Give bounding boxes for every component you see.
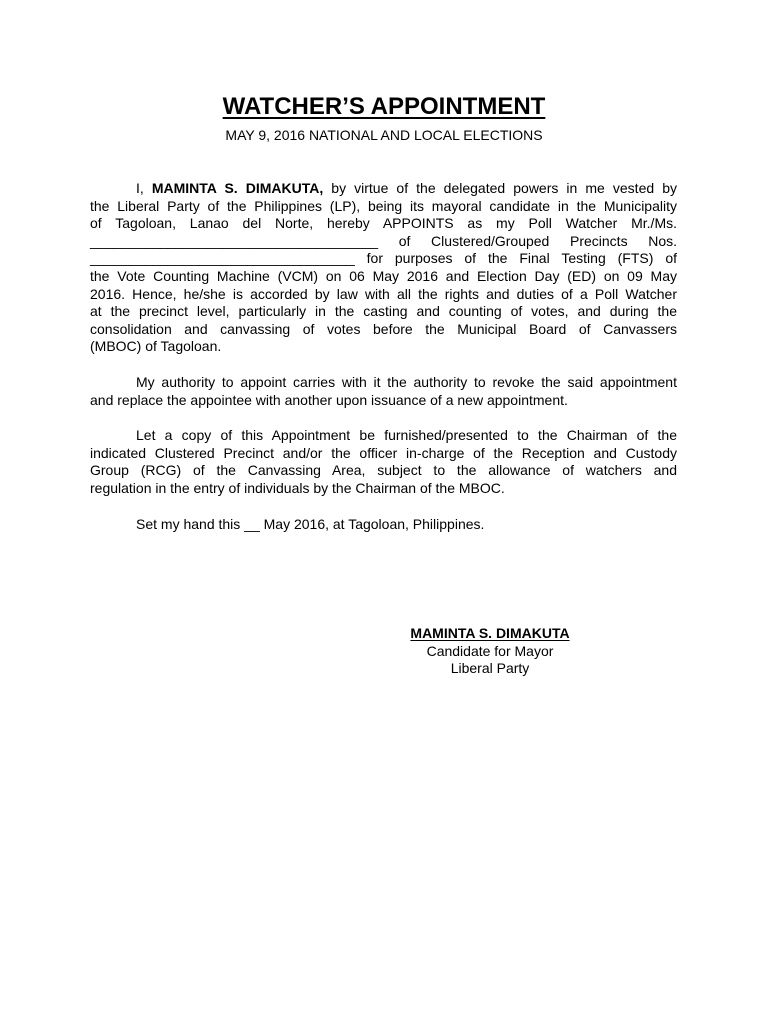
signatory-party: Liberal Party: [450, 660, 530, 677]
watcher-name-blank-line: _____________________________________ of Clustered/Grouped Precincts Nos.: [90, 232, 677, 249]
signatory-position: Candidate for Mayor: [426, 642, 554, 659]
set-hand-paragraph: [90, 516, 677, 534]
text-line-rest: by virtue of the delegated powers in me vested by: [323, 180, 677, 196]
text-line: indicated Clustered Precinct and/or the officer in-charge of the Reception and Custody: [90, 444, 677, 461]
text-line: Set my hand this __ May 2016, at Tagoloan, Philippines.: [136, 515, 485, 532]
signature-block: [320, 625, 660, 678]
text-line: (MBOC) of Tagoloan.: [90, 338, 222, 355]
authority-paragraph: [90, 374, 677, 409]
document-subtitle: MAY 9, 2016 NATIONAL AND LOCAL ELECTIONS: [225, 127, 543, 143]
text-line: Group (RCG) of the Canvassing Area, subject to the allowance of watchers and: [90, 462, 677, 479]
text-line: of Tagoloan, Lanao del Norte, hereby APPOINTS as my Poll Watcher Mr./Ms.: [90, 215, 677, 232]
document-title: WATCHER’S APPOINTMENT: [222, 93, 546, 120]
text-line: [90, 180, 677, 198]
signatory-name: MAMINTA S. DIMAKUTA: [410, 625, 570, 641]
candidate-name-inline: MAMINTA S. DIMAKUTA,: [151, 180, 324, 196]
text-line: the Vote Counting Machine (VCM) on 06 May 2016 and Election Day (ED) on 09 May: [90, 267, 677, 284]
text-line: My authority to appoint carries with it the authority to revoke the said appointment: [136, 373, 677, 390]
copy-furnished-paragraph: [90, 427, 677, 497]
precinct-number-blank-line: __________________________________ for purposes of the Final Testing (FTS) of: [90, 250, 677, 267]
text-line: regulation in the entry of individuals by the Chairman of the MBOC.: [90, 479, 505, 496]
appointment-paragraph: [90, 180, 677, 356]
document-body: [90, 180, 677, 533]
text-line-lead: I,: [136, 180, 152, 196]
text-line: at the precinct level, particularly in the casting and counting of votes, and during the: [90, 303, 677, 320]
text-line: Let a copy of this Appointment be furnished/presented to the Chairman of the: [136, 427, 677, 444]
text-line: and replace the appointee with another upon issuance of a new appointment.: [90, 391, 568, 408]
text-line: 2016. Hence, he/she is accorded by law with all the rights and duties of a Poll Watcher: [90, 285, 677, 302]
text-line: the Liberal Party of the Philippines (LP), being its mayoral candidate in the Municipality: [90, 197, 677, 214]
text-line: consolidation and canvassing of votes before the Municipal Board of Canvassers: [90, 320, 677, 337]
